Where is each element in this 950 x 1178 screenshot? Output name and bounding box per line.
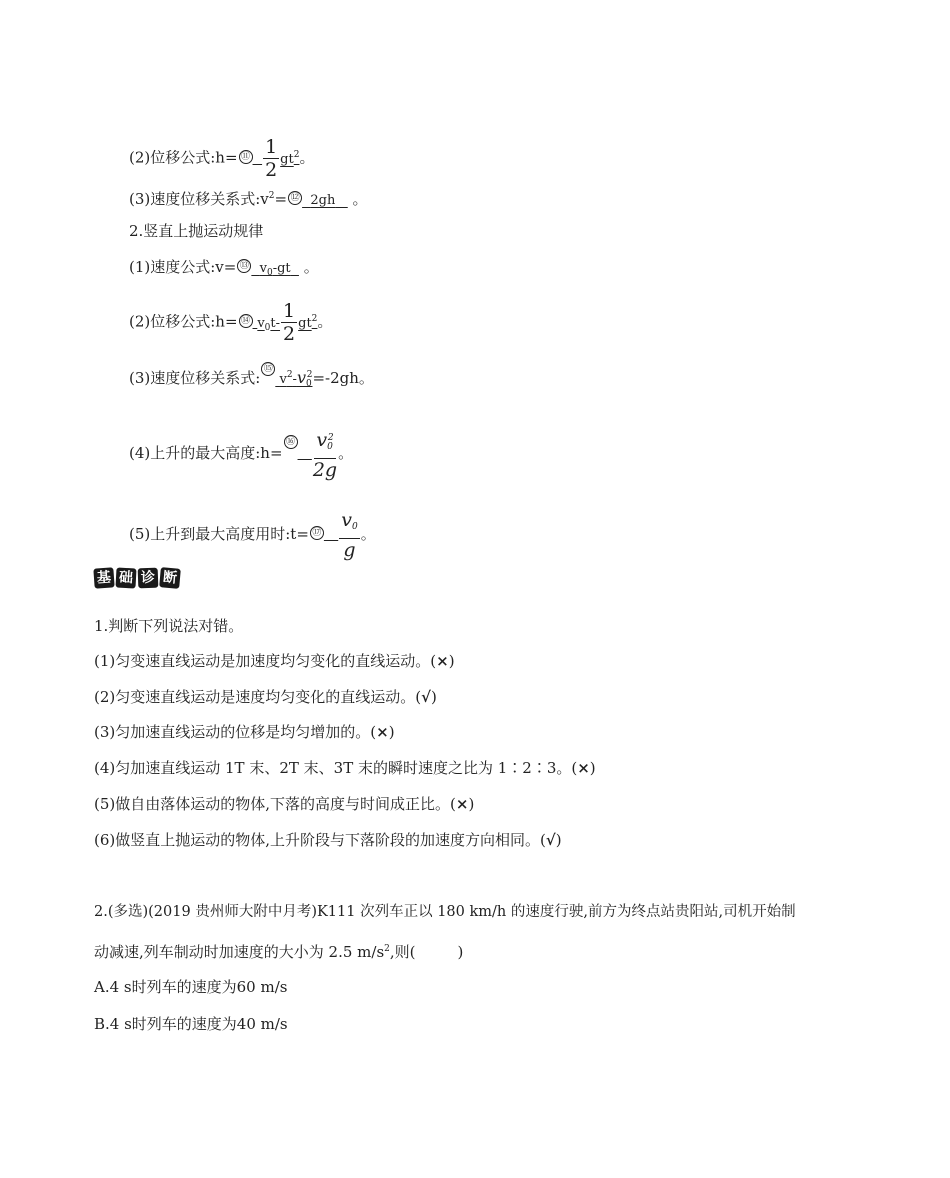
blank-number: ⑮ [261,362,275,376]
blank-number: ⑭ [239,314,253,328]
blank-number: ⑪ [239,150,253,164]
false-mark: × [455,795,469,813]
blank-number: ⑫ [288,191,302,205]
vertical-throw-displacement-formula: (2)位移公式:h= ⑭ $v_0t-$ $\frac{1}{2}$ $gt^2$。 [129,300,333,345]
true-false-item-1: (1)匀变速直线运动是加速度均匀变化的直线运动。(×) [94,652,455,670]
blank-number: ⑰ [310,526,324,540]
question-2-stem-line-2: 动减速,列车制动时加速度的大小为 2.5 $m/s^2$,则( ) [94,943,464,961]
option-b: B.4 s时列车的速度为40 m/s [94,1015,288,1033]
fraction: $\frac{v_0}{g}$ [341,509,358,561]
basic-diagnosis-badge [94,568,180,588]
true-false-item-3: (3)匀加速直线运动的位移是均匀增加的。(×) [94,723,395,741]
fraction: $\frac{1}{2}$ [265,136,278,181]
vertical-throw-velocity-displacement: (3)速度位移关系式: ⑮ $v^2-v_0^2=-2gh$。 [129,364,374,389]
blank-number: ⑯ [284,435,298,449]
true-mark: √ [545,831,556,849]
fraction: $\frac{v_0^2}{2g}$ [312,429,338,481]
blank-number: ⑬ [237,259,251,273]
section-heading: 2.竖直上抛运动规律 [129,222,264,240]
time-to-max-height-formula: (5)上升到最大高度用时:t= ⑰ $\frac{v_0}{g}$ 。 [129,509,376,561]
badge-char: 础 [115,567,136,588]
free-fall-displacement-formula: (2)位移公式:h= ⑪ $\frac{1}{2}$ $gt^2$。 [129,136,315,181]
true-false-item-2: (2)匀变速直线运动是速度均匀变化的直线运动。(√) [94,688,437,706]
free-fall-velocity-displacement: (3)速度位移关系式$:v^2=$ ⑫ 2gh 。 [129,190,368,208]
false-mark: × [577,759,590,777]
max-height-formula: (4)上升的最大高度:h=⑯ $\frac{v_0^2}{2g}$ 。 [129,429,354,481]
question-2-stem-line-1: 2.(多选)(2019 贵州师大附中月考)K111 次列车正以 180 km/h 的速度行驶,前方为终点站贵阳站,司机开始制 [94,904,796,920]
true-false-item-4: (4)匀加速直线运动 1T 末、2T 末、3T 末的瞬时速度之比为 1∶2∶3。(×) [94,759,596,777]
true-false-item-6: (6)做竖直上抛运动的物体,上升阶段与下落阶段的加速度方向相同。(√) [94,831,562,849]
option-a: A.4 s时列车的速度为60 m/s [94,978,288,996]
badge-char: 诊 [138,568,159,589]
fraction: $\frac{1}{2}$ [283,300,296,345]
badge-char: 基 [93,567,114,588]
false-mark: × [436,652,449,670]
question-1-title: 1.判断下列说法对错。 [94,617,244,635]
true-mark: √ [421,688,431,706]
vertical-throw-speed-formula: (1)速度公式:v= ⑬ $v_0-gt$ 。 [129,258,319,278]
badge-char: 断 [159,567,181,589]
false-mark: × [376,723,389,741]
true-false-item-5: (5)做自由落体运动的物体,下落的高度与时间成正比。(×) [94,795,475,813]
